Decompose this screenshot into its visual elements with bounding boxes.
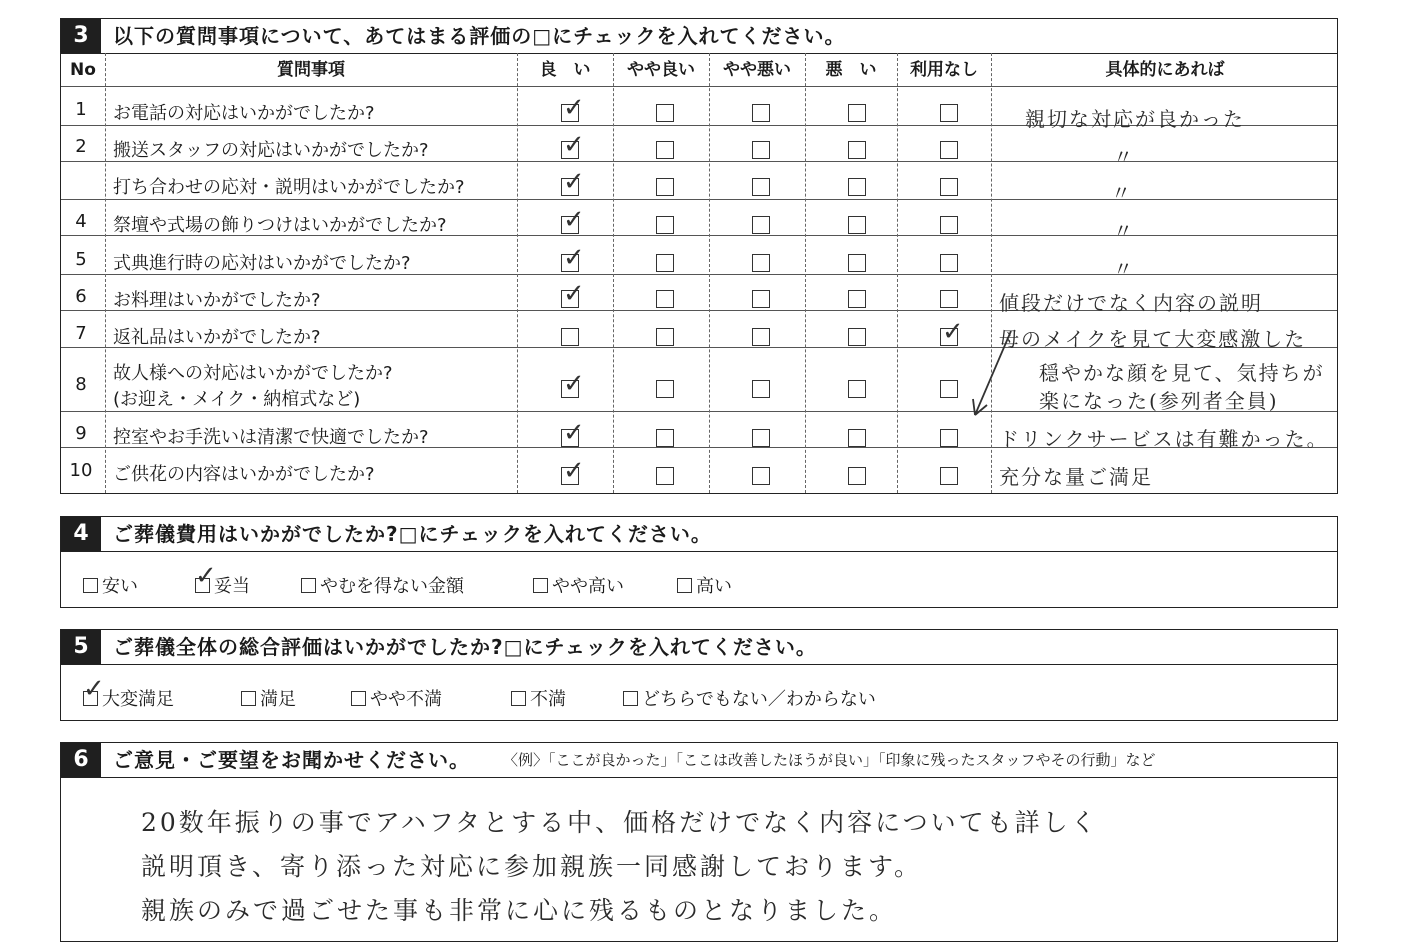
option-checkbox[interactable] [511, 691, 526, 706]
rating-checkbox-bad[interactable] [848, 290, 866, 308]
option-checkbox[interactable] [301, 578, 316, 593]
rating-checkbox-fairly-bad[interactable] [752, 216, 770, 234]
handwritten-comment: 〃 [1111, 181, 1133, 205]
col-header-fairly-good: やや良い [627, 60, 695, 80]
handwritten-arrow-icon [961, 319, 1021, 429]
rating-checkbox-bad[interactable] [848, 216, 866, 234]
rating-checkbox-fairly-bad[interactable] [752, 254, 770, 272]
option-somewhat-expensive[interactable]: やや高い [533, 572, 624, 598]
option-checkbox[interactable] [241, 691, 256, 706]
option-expensive[interactable]: 高い [677, 572, 732, 598]
option-satisfied[interactable]: 満足 [241, 685, 296, 711]
comment-line-3: 親族のみで過ごせた事も非常に心に残るものとなりました。 [141, 896, 898, 925]
check-mark-icon: ✓ [563, 243, 585, 273]
section-3-header [61, 19, 1337, 54]
rating-checkbox-not-used[interactable] [940, 178, 958, 196]
rating-checkbox-not-used[interactable] [940, 104, 958, 122]
row-number: 9 [75, 423, 87, 444]
option-checkbox[interactable] [623, 691, 638, 706]
section-3-title: 以下の質問事項について、あてはまる評価の□にチェックを入れてください。 [113, 24, 846, 48]
rating-checkbox-bad[interactable] [848, 254, 866, 272]
question-text: お料理はいかがでしたか? [113, 290, 321, 311]
section-6-number: 6 [61, 743, 101, 777]
row-number: 2 [75, 136, 87, 157]
row-number: 1 [75, 99, 87, 120]
section-5-title: ご葬儀全体の総合評価はいかがでしたか?□にチェックを入れてください。 [113, 635, 817, 659]
section-6-example-note: 〈例〉「ここが良かった」「ここは改善したほうが良い」「印象に残ったスタッフやその行動」など [503, 751, 1156, 769]
check-mark-icon: ✓ [563, 456, 585, 486]
rating-checkbox-bad[interactable] [848, 178, 866, 196]
section-5-number: 5 [61, 630, 101, 664]
row-number: 7 [75, 323, 87, 344]
question-text: 打ち合わせの応対・説明はいかがでしたか? [113, 177, 465, 198]
handwritten-comment: 〃 [1113, 219, 1135, 243]
rating-checkbox-not-used[interactable] [940, 380, 958, 398]
header-row-line [61, 53, 1337, 87]
section-5-header [61, 630, 1337, 665]
section-6-title: ご意見・ご要望をお聞かせください。 [113, 748, 470, 772]
rating-checkbox-bad[interactable] [848, 429, 866, 447]
check-mark-icon: ✓ [563, 93, 585, 123]
option-checkbox[interactable] [351, 691, 366, 706]
option-dissatisfied[interactable]: 不満 [511, 685, 566, 711]
col-header-not-used: 利用なし [910, 60, 978, 80]
question-text: ご供花の内容はいかがでしたか? [113, 464, 375, 485]
rating-checkbox-fairly-good[interactable] [656, 380, 674, 398]
handwritten-comment: 充分な量ご満足 [999, 465, 1153, 489]
row-number: 4 [75, 211, 87, 232]
option-very-satisfied[interactable]: 大変満足 [83, 685, 174, 711]
check-mark-icon: ✓ [563, 130, 585, 160]
col-divider [517, 53, 518, 493]
rating-checkbox-bad[interactable] [848, 467, 866, 485]
col-divider [709, 53, 710, 493]
rating-checkbox-not-used[interactable] [940, 290, 958, 308]
col-divider [897, 53, 898, 493]
rating-checkbox-not-used[interactable] [940, 216, 958, 234]
check-mark-icon: ✓ [563, 279, 585, 309]
question-text: 式典進行時の応対はいかがでしたか? [113, 253, 411, 274]
handwritten-comment-line2: 楽になった(参列者全員) [1039, 389, 1279, 413]
rating-checkbox-fairly-good[interactable] [656, 328, 674, 346]
col-divider [805, 53, 806, 493]
option-checkbox[interactable] [533, 578, 548, 593]
rating-checkbox-fairly-bad[interactable] [752, 380, 770, 398]
col-header-details: 具体的にあれば [1105, 60, 1225, 80]
handwritten-comment: 親切な対応が良かった [1025, 107, 1245, 131]
option-checkbox[interactable] [83, 578, 98, 593]
rating-checkbox-fairly-good[interactable] [656, 290, 674, 308]
check-mark-icon: ✓ [195, 561, 217, 591]
rating-checkbox-fairly-good[interactable] [656, 178, 674, 196]
section-6-header [61, 743, 1337, 778]
col-header-bad: 悪 い [825, 60, 877, 80]
section-4-title: ご葬儀費用はいかがでしたか?□にチェックを入れてください。 [113, 522, 712, 546]
section-3-number: 3 [61, 19, 101, 53]
rating-checkbox-not-used[interactable] [940, 254, 958, 272]
section-4-header [61, 517, 1337, 552]
question-text: 返礼品はいかがでしたか? [113, 327, 321, 348]
rating-checkbox-fairly-bad[interactable] [752, 104, 770, 122]
option-reasonable[interactable]: 妥当 [195, 572, 250, 598]
check-mark-icon: ✓ [83, 674, 105, 704]
handwritten-comment: 〃 [1113, 145, 1135, 169]
question-text: 故人様への対応はいかがでしたか? [113, 363, 393, 384]
rating-checkbox-fairly-bad[interactable] [752, 290, 770, 308]
question-text: お電話の対応はいかがでしたか? [113, 103, 375, 124]
comment-line-1: 20数年振りの事でアハフタとする中、価格だけでなく内容についても詳しく [141, 808, 1099, 837]
section-3-ratings-table [60, 18, 1338, 494]
rating-checkbox-not-used[interactable] [940, 429, 958, 447]
question-text: 搬送スタッフの対応はいかがでしたか? [113, 140, 429, 161]
rating-checkbox-fairly-good[interactable] [656, 141, 674, 159]
row-number: 10 [69, 460, 93, 481]
option-somewhat-dissatisfied[interactable]: やや不満 [351, 685, 442, 711]
question-text: 祭壇や式場の飾りつけはいかがでしたか? [113, 215, 447, 236]
row-number: 8 [75, 374, 87, 395]
section-5-overall [60, 629, 1338, 721]
rating-checkbox-fairly-good[interactable] [656, 467, 674, 485]
handwritten-comment: 母のメイクを見て大変感激した [999, 327, 1307, 351]
rating-checkbox-not-used[interactable] [940, 141, 958, 159]
comment-line-2: 説明頂き、寄り添った対応に参加親族一同感謝しております。 [141, 852, 923, 881]
rating-checkbox-fairly-bad[interactable] [752, 429, 770, 447]
row-number: 5 [75, 249, 87, 270]
option-neither[interactable]: どちらでもない／わからない [623, 685, 876, 711]
check-mark-icon: ✓ [563, 167, 585, 197]
rating-checkbox-fairly-bad[interactable] [752, 467, 770, 485]
col-header-good: 良 い [539, 60, 591, 80]
rating-checkbox-bad[interactable] [848, 104, 866, 122]
section-4-cost [60, 516, 1338, 608]
rating-checkbox-good[interactable] [561, 328, 579, 346]
check-mark-icon: ✓ [563, 369, 585, 399]
row-number: 6 [75, 286, 87, 307]
rating-checkbox-bad[interactable] [848, 141, 866, 159]
check-mark-icon: ✓ [942, 317, 964, 347]
rating-checkbox-fairly-bad[interactable] [752, 178, 770, 196]
col-header-question: 質問事項 [277, 60, 345, 80]
option-checkbox[interactable] [677, 578, 692, 593]
section-6-comments [60, 742, 1338, 942]
rating-checkbox-fairly-good[interactable] [656, 254, 674, 272]
check-mark-icon: ✓ [563, 418, 585, 448]
handwritten-comment: 〃 [1113, 257, 1135, 281]
option-cheap[interactable]: 安い [83, 572, 138, 598]
rating-checkbox-fairly-good[interactable] [656, 104, 674, 122]
handwritten-comment: 穏やかな顔を見て、気持ちが [1039, 361, 1325, 385]
col-header-no: No [70, 60, 96, 80]
check-mark-icon: ✓ [563, 205, 585, 235]
rating-checkbox-bad[interactable] [848, 328, 866, 346]
option-unavoidable[interactable]: やむを得ない金額 [301, 572, 464, 598]
handwritten-comment: 値段だけでなく内容の説明 [999, 291, 1263, 315]
col-divider [613, 53, 614, 493]
rating-checkbox-not-used[interactable] [940, 467, 958, 485]
question-text: 控室やお手洗いは清潔で快適でしたか? [113, 427, 429, 448]
question-subtext: (お迎え・メイク・納棺式など) [113, 389, 361, 410]
handwritten-comment: ドリンクサービスは有難かった。 [999, 427, 1329, 451]
section-4-number: 4 [61, 517, 101, 551]
col-divider [105, 53, 106, 493]
rating-checkbox-fairly-good[interactable] [656, 429, 674, 447]
rating-checkbox-fairly-good[interactable] [656, 216, 674, 234]
rating-checkbox-fairly-bad[interactable] [752, 328, 770, 346]
rating-checkbox-fairly-bad[interactable] [752, 141, 770, 159]
col-header-fairly-bad: やや悪い [723, 60, 791, 80]
rating-checkbox-bad[interactable] [848, 380, 866, 398]
